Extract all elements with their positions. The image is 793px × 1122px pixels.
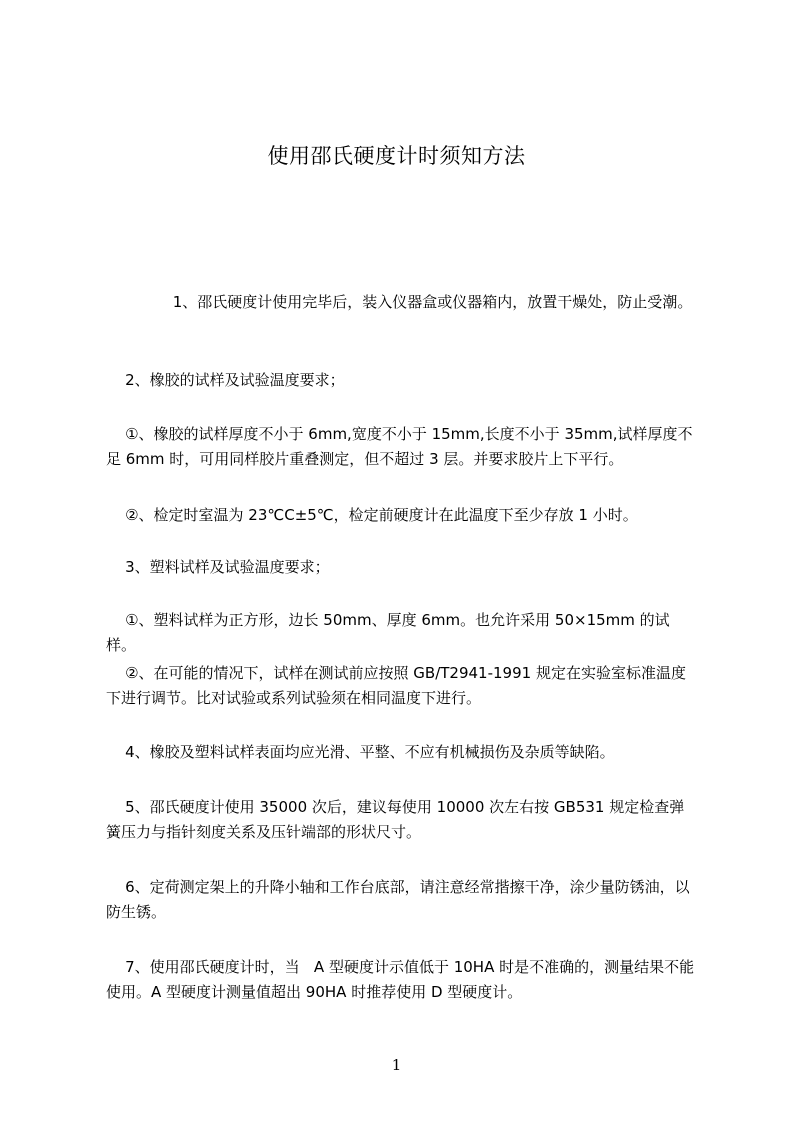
paragraph-2: 2、橡胶的试样及试验温度要求； — [106, 371, 345, 389]
paragraph-7: ②、在可能的情况下，试样在测试前应按照 GB/T2941-1991 规定在实验室标准温度下进行调节。比对试验或系列试验须在相同温度下进行。 — [106, 664, 686, 707]
paragraph-11: 7、使用邵氏硬度计时，当 A 型硬度计示值低于 10HA 时是不准确的，测量结果不能使用。A 型硬度计测量值超出 90HA 时推荐使用 D 型硬度计。 — [106, 958, 695, 1001]
paragraph-8: 4、橡胶及塑料试样表面均应光滑、平整、不应有机械损伤及杂质等缺陷。 — [106, 743, 615, 761]
paragraph-4: ②、检定时室温为 23℃C±5℃，检定前硬度计在此温度下至少存放 1 小时。 — [106, 506, 638, 524]
paragraph-9: 5、邵氏硬度计使用 35000 次后，建议每使用 10000 次左右按 GB531 规定检查弹簧压力与指针刻度关系及压针端部的形状尺寸。 — [106, 798, 685, 841]
paragraph-3: ①、橡胶的试样厚度不小于 6mm,宽度不小于 15mm,长度不小于 35mm,试样厚度不足 6mm 时，可用同样胶片重叠测定，但不超过 3 层。并要求胶片上下平行。 — [106, 425, 693, 468]
paragraph-6: ①、塑料试样为正方形，边长 50mm、厚度 6mm。也允许采用 50×15mm 的试样。 — [106, 611, 670, 654]
paragraph-10: 6、定荷测定架上的升降小轴和工作台底部，请注意经常揩擦干净，涂少量防锈油，以防生锈。 — [106, 878, 690, 921]
page-number: 1 — [391, 1056, 402, 1074]
paragraph-1: 1、邵氏硬度计使用完毕后，装入仪器盒或仪器箱内，放置干燥处，防止受潮。 — [106, 293, 693, 311]
document-title: 使用邵氏硬度计时须知方法 — [267, 144, 526, 168]
paragraph-5: 3、塑料试样及试验温度要求； — [106, 558, 330, 576]
